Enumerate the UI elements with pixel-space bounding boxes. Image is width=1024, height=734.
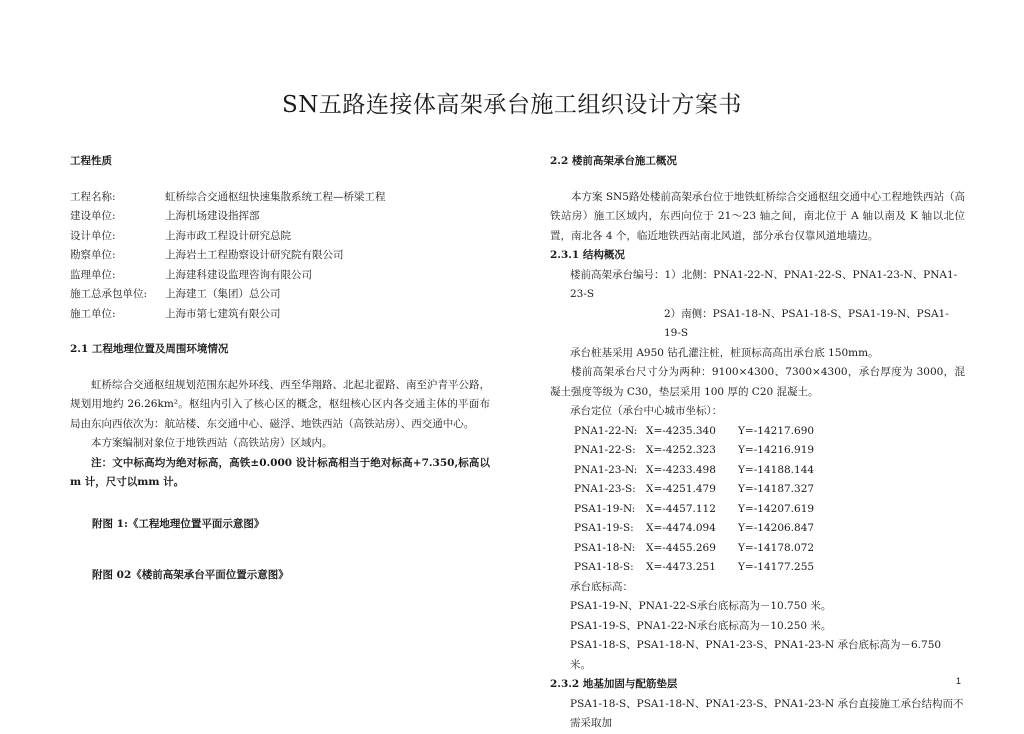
info-label: 工程名称: [70, 190, 116, 203]
info-label: 设计单位: [70, 229, 116, 242]
right-column [550, 152, 965, 734]
info-row [70, 227, 490, 247]
coordinates-list [550, 422, 965, 578]
cap-id: PSA1-18-N: [574, 541, 636, 554]
coordinate-row [550, 539, 965, 559]
section-heading-2-2: 2.2 楼前高架承台施工概况 [550, 155, 677, 167]
info-row [70, 207, 490, 227]
left-column [70, 152, 490, 586]
coordinate-row [550, 500, 965, 520]
info-row [70, 305, 490, 325]
project-info-table [70, 188, 490, 325]
info-label: 建设单位: [70, 210, 116, 222]
info-row [70, 188, 490, 208]
info-value: 上海岩土工程勘察设计研究院有限公司 [165, 249, 344, 261]
numbering-north: 楼前高架承台编号：1）北侧：PNA1-22-N、PNA1-22-S、PNA1-23-N、PNA1-23-S [570, 268, 958, 300]
info-value: 上海市第七建筑有限公司 [165, 307, 281, 320]
section-heading-2-3-1: 2.3.1 结构概况 [550, 249, 625, 261]
cap-x: X=-4457.112 [646, 502, 716, 515]
section-heading-2-3-2: 2.3.2 地基加固与配筋垫层 [550, 678, 678, 690]
info-label: 监理单位: [70, 268, 116, 281]
coordinate-row [550, 422, 965, 442]
cap-x: X=-4235.340 [646, 424, 716, 437]
coordinate-row [550, 558, 965, 578]
cap-x: X=-4455.269 [646, 541, 716, 554]
foundation-paragraph: PSA1-18-S、PSA1-18-N、PNA1-23-S、PNA1-23-N 承台直接施工承台结构而不需采取加 [570, 697, 964, 729]
figure-reference-1: 附图 1:《工程地理位置平面示意图》 [92, 517, 265, 530]
cap-y: Y=-14178.072 [738, 541, 815, 554]
cap-y: Y=-14177.255 [738, 561, 815, 573]
cap-id: PNA1-23-S: [574, 483, 636, 495]
bottom-elevation-label: 承台底标高： [570, 580, 633, 593]
info-label: 施工总承包单位: [70, 288, 148, 300]
info-value: 上海机场建设指挥部 [165, 210, 260, 222]
info-value: 上海建工（集团）总公司 [165, 288, 281, 300]
cap-size-description: 楼前高架承台尺寸分为两种：9100×4300、7300×4300，承台厚度为 3000，混凝土强度等级为 C30，垫层采用 100 厚的 C20 混凝土。 [550, 366, 965, 398]
info-row [70, 285, 490, 305]
coordinates-label: 承台定位（承台中心城市坐标）： [570, 405, 723, 417]
cap-id: PNA1-22-N: [574, 424, 638, 437]
cap-x: X=-4251.479 [646, 483, 716, 495]
cap-id: PSA1-19-N: [574, 502, 636, 515]
cap-y: Y=-14217.690 [738, 424, 815, 437]
pile-description: 承台桩基采用 A950 钻孔灌注桩，桩顶标高高出承台底 150mm。 [570, 346, 879, 359]
cap-x: X=-4474.094 [646, 522, 716, 534]
cap-y: Y=-14216.919 [738, 444, 815, 456]
coordinate-row [550, 519, 965, 539]
info-value: 虹桥综合交通枢纽快速集散系统工程—桥梁工程 [165, 190, 386, 203]
cap-y: Y=-14187.327 [738, 483, 815, 495]
cap-id: PSA1-18-S: [574, 561, 634, 573]
section-heading-project-nature: 工程性质 [70, 155, 112, 167]
cap-x: X=-4473.251 [646, 561, 716, 573]
info-value: 上海建科建设监理咨询有限公司 [165, 268, 312, 281]
paragraph-location: 虹桥综合交通枢纽规划范围东起外环线、西至华翔路、北起北翟路、南至沪青平公路，规划用地约 26.26km²。枢纽内引入了核心区的概念，枢纽核心区内各交通主体的平面布局由东向西依次为：航站楼、东交通中心、磁浮、地铁西站（高铁站房）、西交通中心。 [70, 378, 490, 430]
paragraph-scope: 本方案编制对象位于地铁西站（高铁站房）区域内。 [91, 437, 333, 449]
page-number: 1 [956, 676, 962, 686]
cap-id: PNA1-22-S: [574, 444, 636, 456]
cap-x: X=-4233.498 [646, 463, 716, 476]
cap-y: Y=-14207.619 [738, 502, 815, 515]
coordinate-row [550, 461, 965, 481]
coordinate-row [550, 441, 965, 461]
info-row [70, 246, 490, 266]
bottom-elevation-1: PSA1-19-N、PNA1-22-S承台底标高为－10.750 米。 [570, 600, 832, 612]
paragraph-overview: 本方案 SN5路处楼前高架承台位于地铁虹桥综合交通枢纽交通中心工程地铁西站（高铁站房）施工区域内，东西向位于 21～23 轴之间，南北位于 A 轴以南及 K 轴以北位置，南北各 4 个，临近地铁西站南北风道，部分承台仅靠风道地墙边。 [550, 190, 965, 242]
document-title: SN五路连接体高架承台施工组织设计方案书 [282, 92, 742, 118]
coordinate-row [550, 480, 965, 500]
info-value: 上海市政工程设计研究总院 [165, 229, 291, 242]
info-row [70, 266, 490, 286]
cap-id: PSA1-19-S: [574, 522, 634, 534]
bottom-elevation-3: PSA1-18-S、PSA1-18-N、PNA1-23-S、PNA1-23-N 承台底标高为－6.750 米。 [570, 639, 942, 671]
cap-y: Y=-14188.144 [738, 463, 815, 476]
numbering-south: 2）南侧：PSA1-18-N、PSA1-18-S、PSA1-19-N、PSA1-19-S [664, 307, 949, 339]
info-label: 勘察单位: [70, 249, 116, 261]
section-heading-2-1: 2.1 工程地理位置及周围环境情况 [70, 343, 229, 355]
cap-y: Y=-14206.847 [738, 522, 815, 534]
cap-id: PNA1-23-N: [574, 463, 638, 476]
bottom-elevation-2: PSA1-19-S、PNA1-22-N承台底标高为－10.250 米。 [570, 619, 832, 632]
info-label: 施工单位: [70, 307, 116, 320]
cap-x: X=-4252.323 [646, 444, 716, 456]
elevation-note: 注：文中标高均为绝对标高，高铁±0.000 设计标高相当于绝对标高+7.350,标高以 m 计，尺寸以mm 计。 [70, 456, 490, 488]
figure-reference-2: 附图 02《楼前高架承台平面位置示意图》 [92, 569, 289, 581]
